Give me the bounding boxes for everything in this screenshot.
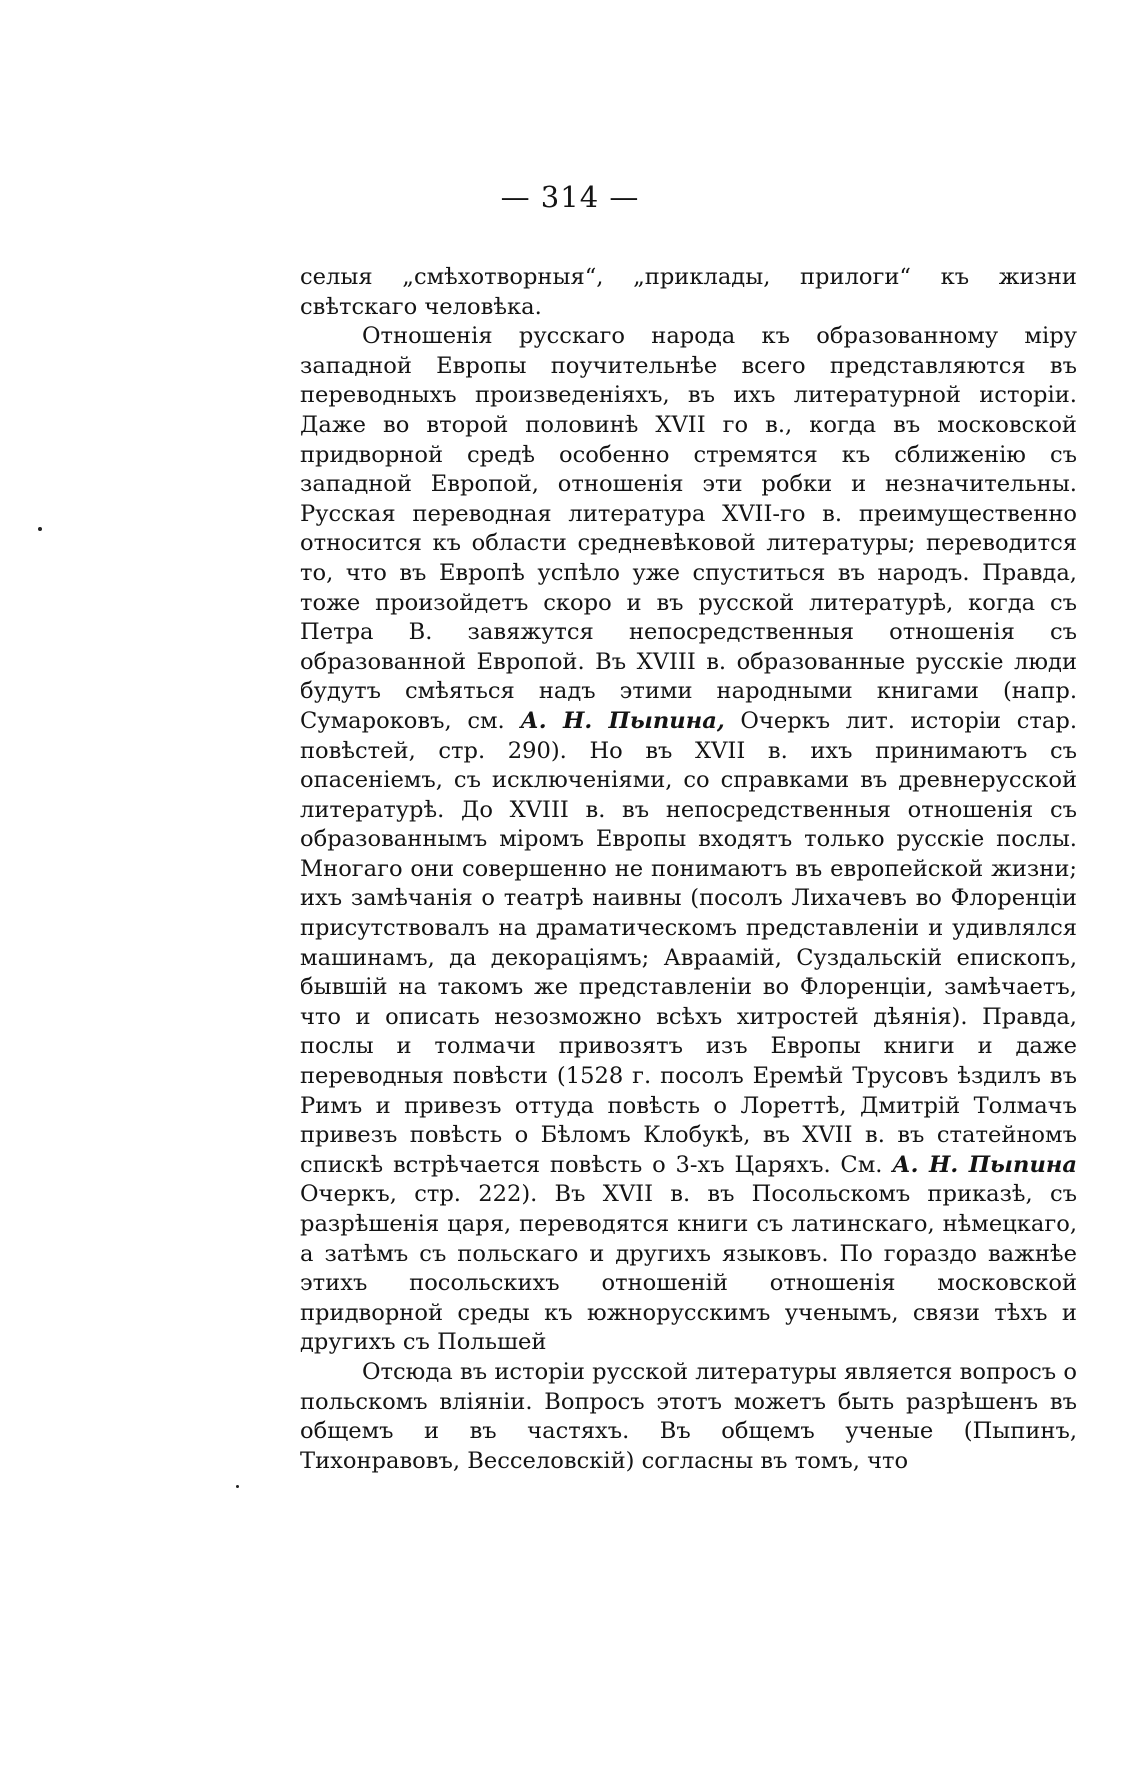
paragraph-translations-text: Отношенія русскаго народа къ образованному міру западной Европы поучительнѣе всего представляются въ переводныхъ произведеніяхъ, въ ихъ литературной исторіи. Даже во второй половинѣ XVII го в., когда въ московской придворной средѣ особенно стремятся къ сближенію съ западной Европой, отношенія эти робки и незначительны. Русская переводная литература XVII-го в. преимущественно относится къ области средневѣковой литературы; переводится то, что въ Европѣ успѣло уже спуститься въ народъ. Правда, тоже произойдетъ скоро и въ русской литературѣ, когда съ Петра В. завяжутся непосредственныя отношенія съ образованной Европой. Въ XVIII в. образованные русскіе люди будутъ смѣяться надъ этими народными книгами (напр. Сумароковъ, см. — [300, 323, 1077, 734]
scan-speck — [38, 527, 42, 531]
paragraph-translations-text-3: Очеркъ, стр. 222). Въ XVII в. въ Посольскомъ приказѣ, съ разрѣшенія царя, переводятся книги съ латинскаго, нѣмецкаго, а затѣмъ съ польскаго и другихъ языковъ. По гораздо важнѣе этихъ посольскихъ отношеній отношенія московской придворной среды къ южнорусскимъ ученымъ, связи тѣхъ и другихъ съ Польшей — [300, 1181, 1077, 1356]
page-number: — 314 — — [500, 180, 640, 214]
scan-speck — [236, 1485, 239, 1488]
text-column — [300, 263, 1077, 1476]
paragraph-polish-influence: Отсюда въ исторіи русской литературы является вопросъ о польскомъ вліяніи. Вопросъ этотъ можетъ быть разрѣшенъ въ общемъ и въ частяхъ. Въ общемъ ученые (Пыпинъ, Тихонравовъ, Весселовскій) согласны въ томъ, что — [300, 1358, 1077, 1474]
paragraph-translations — [300, 322, 1077, 1358]
citation-author-2: А. Н. Пыпина — [892, 1151, 1077, 1178]
paragraph-continuation: селыя „смѣхотворныя“, „приклады, прилоги“ къ жизни свѣтскаго человѣка. — [300, 264, 1077, 320]
citation-author-1: А. Н. Пыпина, — [520, 707, 725, 734]
paragraph-translations-text-2: Очеркъ лит. исторіи стар. повѣстей, стр. 290). Но въ XVII в. ихъ принимаютъ съ опасеніемъ, съ исключеніями, со справками въ древнерусской литературѣ. До XVIII в. въ непосредственныя отношенія съ образованнымъ міромъ Европы входятъ только русскіе послы. Многаго они совершенно не понимаютъ въ европейской жизни; ихъ замѣчанія о театрѣ наивны (посолъ Лихачевъ во Флоренціи присутствовалъ на драматическомъ представленіи и удивлялся машинамъ, да декораціямъ; Авраамій, Суздальскій епископъ, бывшій на такомъ же представленіи во Флоренціи, замѣчаетъ, что и описать незозможно всѣхъ хитростей дѣянія). Правда, послы и толмачи привозятъ изъ Европы книги и даже переводныя повѣсти (1528 г. посолъ Еремѣй Трусовъ ѣздилъ въ Римъ и привезъ оттуда повѣсть о Лореттѣ, Дмитрій Толмачъ привезъ повѣсть о Бѣломъ Клобукѣ, въ XVII в. въ статейномъ спискѣ встрѣчается повѣсть о 3-хъ Царяхъ. См. — [300, 707, 1078, 1178]
